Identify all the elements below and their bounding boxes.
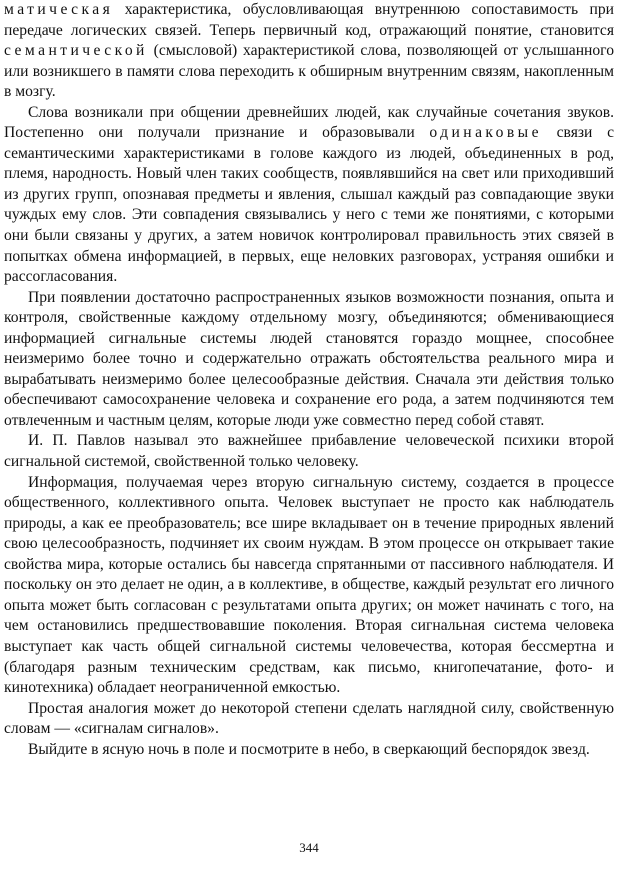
paragraph-text: Выйдите в ясную ночь в поле и посмотрите в небо, в сверкающий беспорядок звезд. (28, 740, 590, 758)
page-number: 344 (299, 840, 319, 855)
paragraph (4, 288, 614, 432)
paragraph-text: Слова возникали при общении древнейших людей, как случайные сочетания звуков. Постепенно они получали признание и образовывали (4, 103, 614, 142)
paragraph-text: характеристика, обусловливающая внутреннюю сопоставимость при передаче логических связей. Теперь первичный код, отражающий понятие, становится (4, 1, 614, 39)
paragraph-text: При появлении достаточно распространенных языков возможности познания, опыта и контроля, свойственные каждому отдельному мозгу, объединяются; обменивающиеся информацией сигнальные системы людей становятся гораздо мощнее, способнее неизмеримо более точно и содержательно отражать обстоятельства реального мира и вырабатывать неизмеримо более целесообразные действия. Сначала эти действия только обеспечивают самосохранение человека и сохранение его рода, а затем подчиняются тем отвлеченным и частным целям, которые люди уже совместно перед собой ставят. (4, 288, 614, 429)
paragraph (4, 699, 614, 740)
paragraph-text: Информация, получаемая через вторую сигнальную систему, создается в процессе общественного, коллективного опыта. Человек выступает не просто как наблюдатель природы, а как ее преобразователь; все шире вкладывает он в течение природных явлений свою целесообразность, подчиняет их своим нуждам. В этом процессе он открывает такие свойства мира, которые остались бы навсегда спрятанными от пассивного наблюдателя. И поскольку он это делает не один, а в коллективе, в обществе, каждый результат его личного опыта может быть согласован с результатами опыта других; он может начинать с того, на чем остановились предшествовавшие поколения. Вторая сигнальная система человека выступает как часть общей сигнальной системы человечества, которая бессмертна и (благодаря разным техническим средствам, как письмо, книгопечатание, фото- и кинотехника) обладает неограниченной емкостью. (4, 473, 614, 697)
spaced-emphasis-text: одинаковые (429, 124, 542, 142)
book-page (4, 0, 614, 879)
paragraph-text: И. П. Павлов называл это важнейшее прибавление человеческой психики второй сигнальной системой, свойственной только человеку. (4, 432, 614, 471)
paragraph (4, 0, 614, 103)
spaced-emphasis-text: матическая (4, 1, 114, 18)
paragraph (4, 103, 614, 288)
paragraph (4, 473, 614, 699)
paragraph-text: (смысловой) характеристикой слова, позволяющей от услышанного или возникшего в памяти слова переходить к обширным внутренним связям, накопленным в мозгу. (4, 42, 614, 101)
paragraph-text: связи с семантическими характеристиками в голове каждого из людей, объединенных в род, племя, народность. Новый член таких сообществ, появлявшийся на свет или приходивший из других групп, опознавая предметы и явления, слышал каждый раз совпадающие звуки чуждых ему слов. Эти совпадения связывались у него с теми же понятиями, с которыми они были связаны у других, а затем новичок контролировал правильность этих связей в попытках обмена информацией, в первых, еще неловких разговорах, устраняя ошибки и рассогласования. (4, 124, 614, 286)
body-text (4, 0, 614, 760)
paragraph-text: Простая аналогия может до некоторой степени сделать наглядной силу, свойственную словам — «сигналам сигналов». (4, 699, 614, 738)
spaced-emphasis-text: семантической (4, 42, 148, 60)
paragraph (4, 740, 614, 761)
paragraph (4, 431, 614, 472)
